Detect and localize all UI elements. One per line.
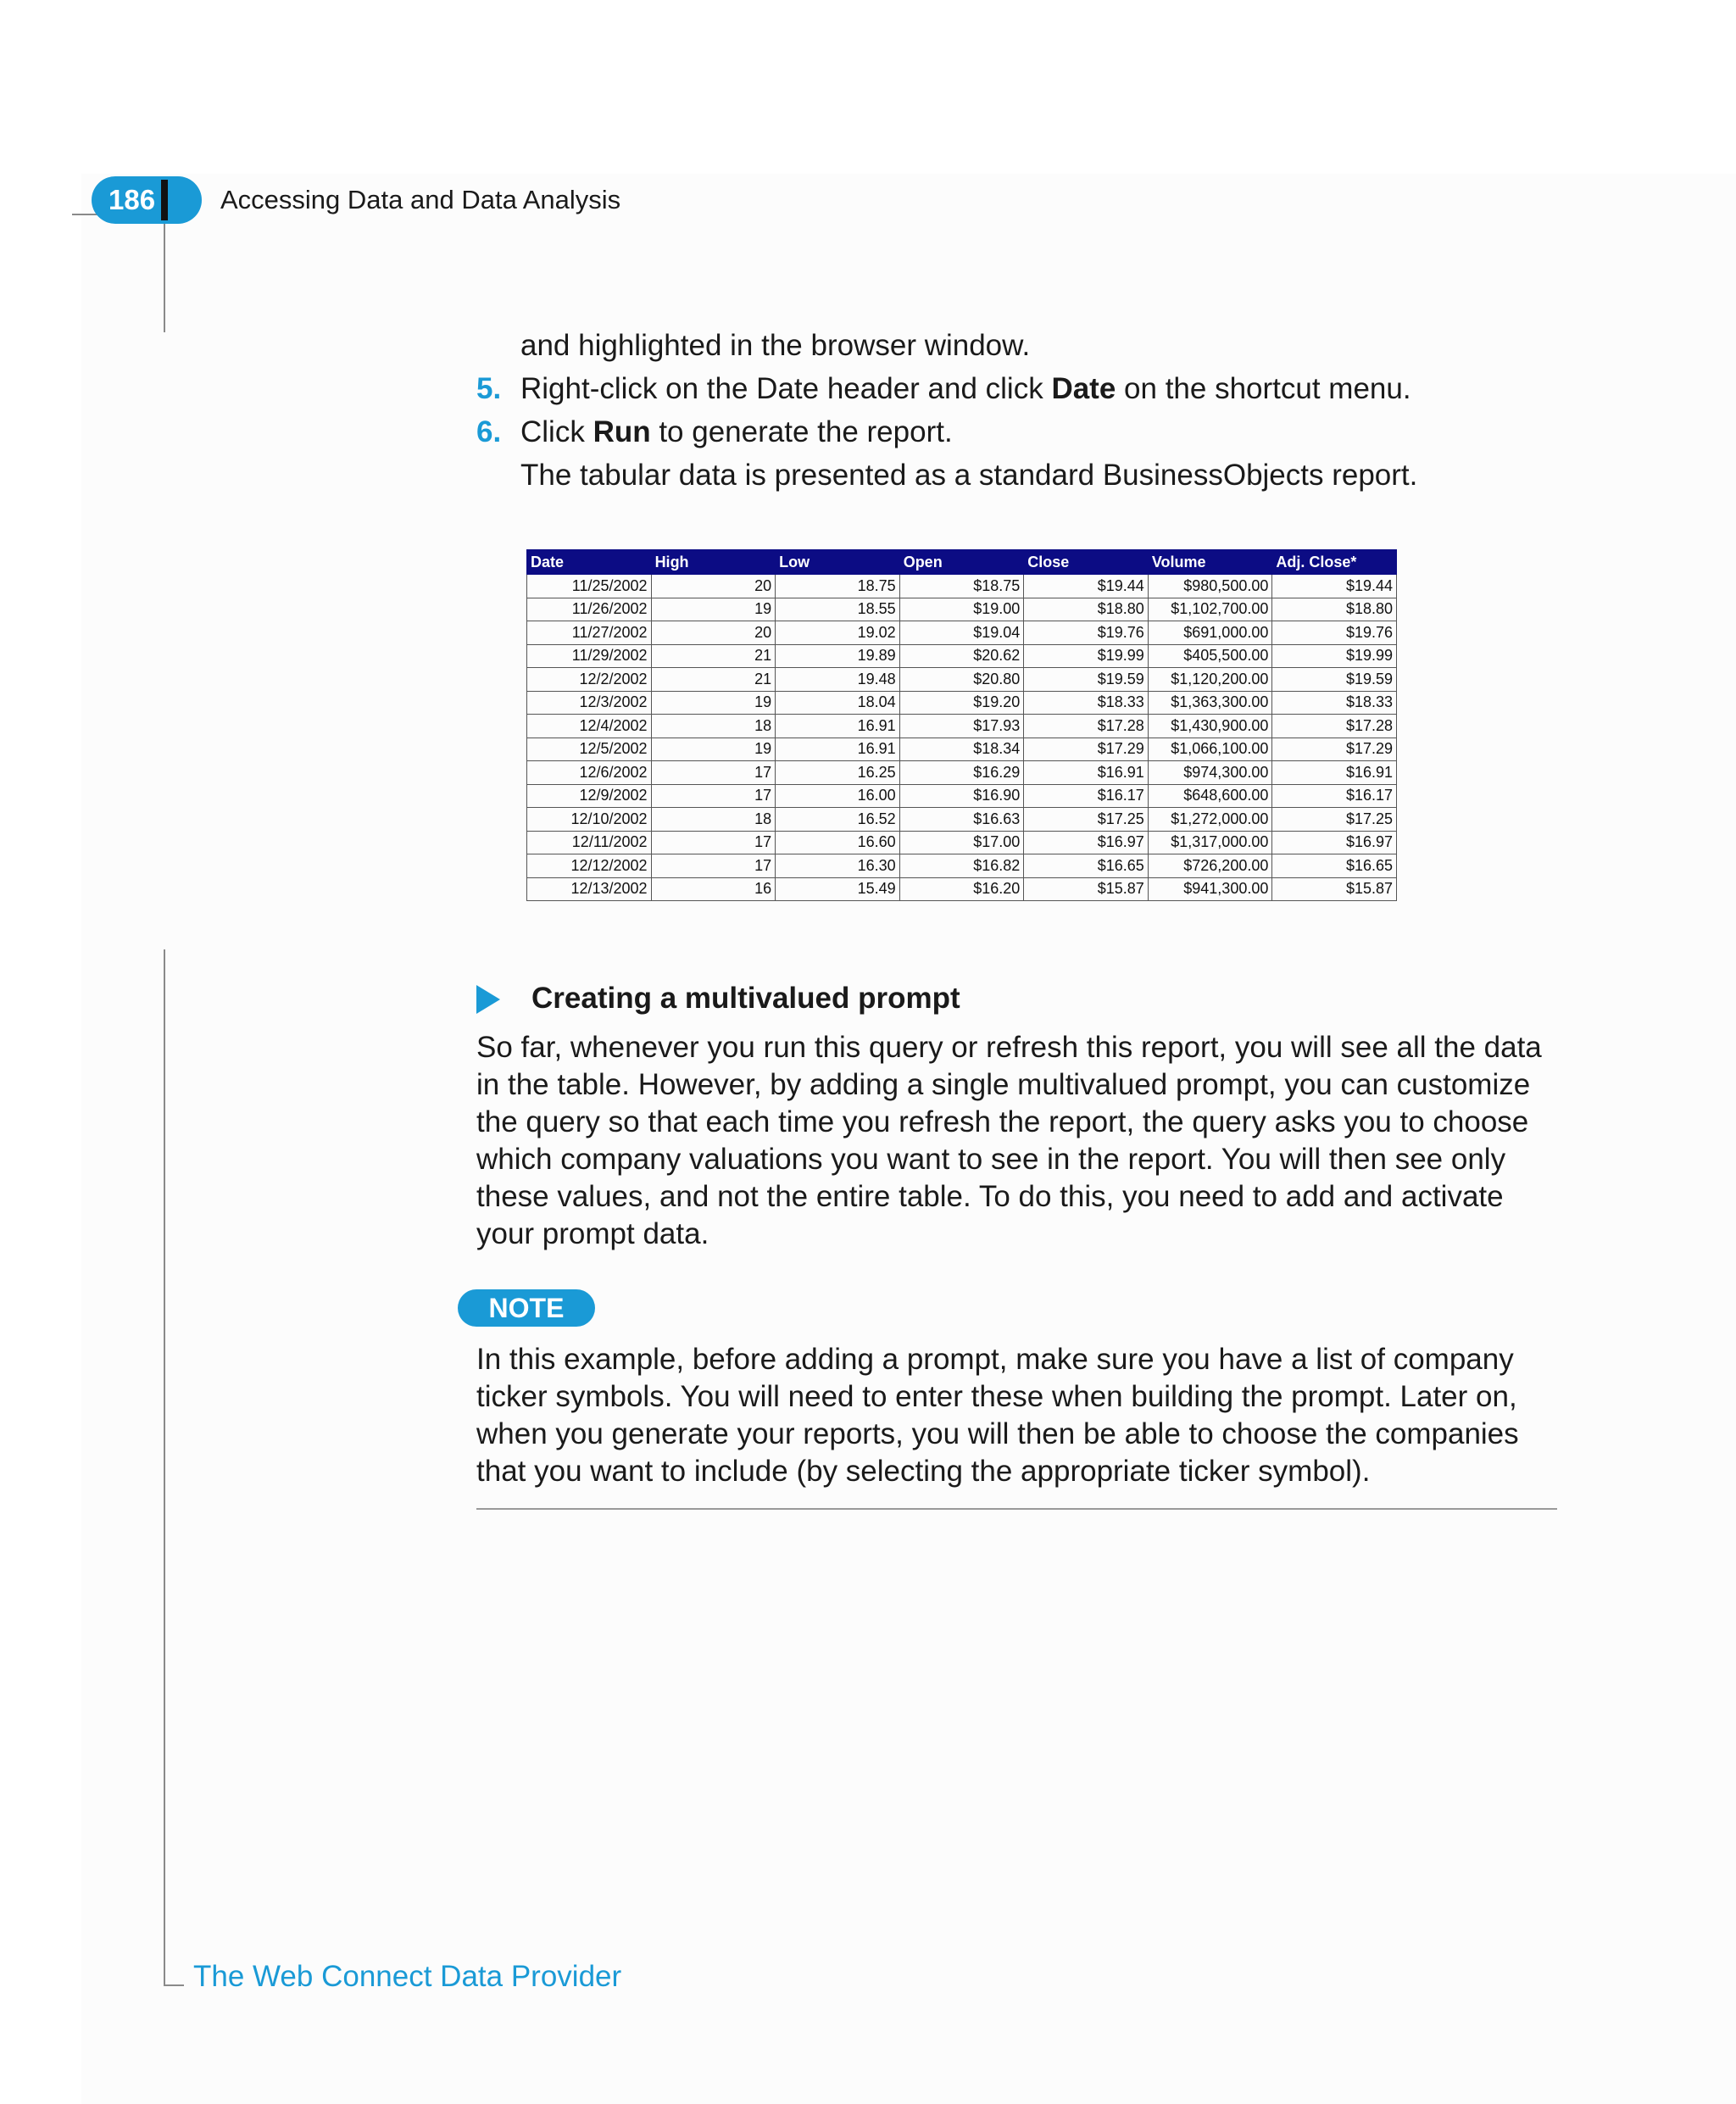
table-cell: $941,300.00 xyxy=(1148,877,1272,901)
table-cell: 19 xyxy=(651,598,776,621)
table-cell: $980,500.00 xyxy=(1148,575,1272,598)
table-cell: 17 xyxy=(651,784,776,808)
table-cell: $18.75 xyxy=(899,575,1024,598)
table-cell: $16.91 xyxy=(1272,761,1397,785)
column-header: Close xyxy=(1024,550,1149,575)
table-cell: $16.17 xyxy=(1272,784,1397,808)
table-cell: 18 xyxy=(651,808,776,832)
report-table xyxy=(526,549,1397,901)
table-cell: $19.99 xyxy=(1024,644,1149,668)
table-cell: 16 xyxy=(651,877,776,901)
table-cell: $19.99 xyxy=(1272,644,1397,668)
table-cell: 16.60 xyxy=(776,831,900,854)
table-cell: 16.91 xyxy=(776,715,900,738)
table-cell: $16.65 xyxy=(1272,854,1397,878)
table-cell: $1,066,100.00 xyxy=(1148,738,1272,761)
table-cell: $16.63 xyxy=(899,808,1024,832)
table-cell: 18.55 xyxy=(776,598,900,621)
table-cell: 21 xyxy=(651,644,776,668)
column-header: Adj. Close* xyxy=(1272,550,1397,575)
section-paragraph xyxy=(476,1029,1561,1253)
table-cell: $974,300.00 xyxy=(1148,761,1272,785)
table-cell: $20.62 xyxy=(899,644,1024,668)
table-cell: $19.44 xyxy=(1024,575,1149,598)
table-cell: 12/11/2002 xyxy=(527,831,652,854)
table-cell: $17.25 xyxy=(1024,808,1149,832)
table-row xyxy=(527,808,1397,832)
table-cell: $18.33 xyxy=(1272,691,1397,715)
column-header: Volume xyxy=(1148,550,1272,575)
note-line: In this example, before adding a prompt, make sure you have a list of company xyxy=(476,1343,1514,1376)
paragraph-line: in the table. However, by adding a single multivalued prompt, you can customize xyxy=(476,1068,1531,1101)
table-cell: 19 xyxy=(651,738,776,761)
table-cell: $19.76 xyxy=(1024,621,1149,645)
table-cell: $405,500.00 xyxy=(1148,644,1272,668)
table-cell: $17.25 xyxy=(1272,808,1397,832)
step-5-bold: Date xyxy=(1051,372,1116,405)
column-header: Date xyxy=(527,550,652,575)
paragraph-line: So far, whenever you run this query or refresh this report, you will see all the data xyxy=(476,1031,1542,1064)
table-cell: $20.80 xyxy=(899,668,1024,692)
table-cell: $16.65 xyxy=(1024,854,1149,878)
table-cell: 12/9/2002 xyxy=(527,784,652,808)
table-cell: 11/26/2002 xyxy=(527,598,652,621)
table-cell: 17 xyxy=(651,854,776,878)
footer-title: The Web Connect Data Provider xyxy=(193,1960,622,1993)
table-cell: $1,363,300.00 xyxy=(1148,691,1272,715)
table-row xyxy=(527,831,1397,854)
table-cell: $17.00 xyxy=(899,831,1024,854)
step-continuation: and highlighted in the browser window. xyxy=(520,329,1031,362)
step-result: The tabular data is presented as a standard BusinessObjects report. xyxy=(520,459,1418,492)
table-cell: $16.97 xyxy=(1272,831,1397,854)
table-cell: $18.34 xyxy=(899,738,1024,761)
table-cell: 20 xyxy=(651,575,776,598)
table-cell: 16.91 xyxy=(776,738,900,761)
section-end-rule xyxy=(476,1508,1557,1510)
table-cell: 19.02 xyxy=(776,621,900,645)
table-row xyxy=(527,575,1397,598)
table-cell: 21 xyxy=(651,668,776,692)
table-cell: $18.80 xyxy=(1272,598,1397,621)
table-row xyxy=(527,854,1397,878)
column-header: Low xyxy=(776,550,900,575)
table-row xyxy=(527,761,1397,785)
table-cell: 17 xyxy=(651,761,776,785)
table-cell: 18.75 xyxy=(776,575,900,598)
table-cell: 18.04 xyxy=(776,691,900,715)
table-row xyxy=(527,668,1397,692)
table-row xyxy=(527,738,1397,761)
table-cell: $1,317,000.00 xyxy=(1148,831,1272,854)
column-header: Open xyxy=(899,550,1024,575)
table-cell: 12/5/2002 xyxy=(527,738,652,761)
table-cell: 16.30 xyxy=(776,854,900,878)
table-cell: 11/25/2002 xyxy=(527,575,652,598)
table-cell: 16.52 xyxy=(776,808,900,832)
table-row xyxy=(527,691,1397,715)
table-cell: 16.25 xyxy=(776,761,900,785)
report-header-row xyxy=(527,550,1397,575)
table-cell: 12/12/2002 xyxy=(527,854,652,878)
table-cell: 12/2/2002 xyxy=(527,668,652,692)
table-cell: $17.29 xyxy=(1024,738,1149,761)
paragraph-line: these values, and not the entire table. To do this, you need to add and activate xyxy=(476,1180,1504,1213)
running-head: Accessing Data and Data Analysis xyxy=(220,185,621,214)
table-cell: 12/13/2002 xyxy=(527,877,652,901)
table-cell: $1,430,900.00 xyxy=(1148,715,1272,738)
table-cell: $19.00 xyxy=(899,598,1024,621)
table-cell: $648,600.00 xyxy=(1148,784,1272,808)
table-cell: 16.00 xyxy=(776,784,900,808)
margin-line-top xyxy=(164,214,165,332)
paragraph-line: the query so that each time you refresh the report, the query asks you to choose xyxy=(476,1105,1529,1138)
table-cell: 12/6/2002 xyxy=(527,761,652,785)
table-cell: 19.89 xyxy=(776,644,900,668)
section-triangle-icon xyxy=(476,985,500,1014)
table-cell: $1,272,000.00 xyxy=(1148,808,1272,832)
table-row xyxy=(527,621,1397,645)
table-cell: $16.17 xyxy=(1024,784,1149,808)
note-label: NOTE xyxy=(488,1293,565,1323)
table-cell: $17.28 xyxy=(1272,715,1397,738)
table-cell: $19.04 xyxy=(899,621,1024,645)
table-cell: $15.87 xyxy=(1024,877,1149,901)
table-cell: 12/10/2002 xyxy=(527,808,652,832)
table-cell: $16.20 xyxy=(899,877,1024,901)
table-cell: 11/29/2002 xyxy=(527,644,652,668)
table-cell: $17.28 xyxy=(1024,715,1149,738)
table-cell: $19.44 xyxy=(1272,575,1397,598)
step-6-text: Click Run to generate the report. xyxy=(520,415,953,448)
table-cell: 19 xyxy=(651,691,776,715)
table-cell: $691,000.00 xyxy=(1148,621,1272,645)
table-row xyxy=(527,644,1397,668)
table-cell: $15.87 xyxy=(1272,877,1397,901)
table-cell: $19.59 xyxy=(1272,668,1397,692)
table-cell: $16.82 xyxy=(899,854,1024,878)
table-row xyxy=(527,877,1397,901)
table-cell: $18.80 xyxy=(1024,598,1149,621)
table-cell: $19.20 xyxy=(899,691,1024,715)
report-body xyxy=(527,575,1397,901)
table-cell: $17.29 xyxy=(1272,738,1397,761)
step-6-number: 6. xyxy=(476,415,502,448)
paragraph-line: which company valuations you want to see in the report. You will then see only xyxy=(476,1143,1506,1176)
table-cell: $1,102,700.00 xyxy=(1148,598,1272,621)
table-cell: 18 xyxy=(651,715,776,738)
table-cell: 11/27/2002 xyxy=(527,621,652,645)
table-cell: $16.29 xyxy=(899,761,1024,785)
table-cell: 15.49 xyxy=(776,877,900,901)
note-paragraph xyxy=(476,1341,1561,1490)
table-cell: $726,200.00 xyxy=(1148,854,1272,878)
note-line: when you generate your reports, you will then be able to choose the companies xyxy=(476,1417,1519,1450)
table-cell: 17 xyxy=(651,831,776,854)
table-cell: $17.93 xyxy=(899,715,1024,738)
table-row xyxy=(527,715,1397,738)
table-cell: 12/4/2002 xyxy=(527,715,652,738)
table-cell: $19.76 xyxy=(1272,621,1397,645)
table-row xyxy=(527,784,1397,808)
table-cell: $19.59 xyxy=(1024,668,1149,692)
column-header: High xyxy=(651,550,776,575)
note-line: that you want to include (by selecting the appropriate ticker symbol). xyxy=(476,1455,1371,1488)
margin-line-bottom xyxy=(164,949,165,1986)
table-cell: 20 xyxy=(651,621,776,645)
page-number-bar xyxy=(161,180,168,220)
footer-rule xyxy=(164,1984,184,1986)
section-heading: Creating a multivalued prompt xyxy=(531,982,960,1015)
step-5-text: Right-click on the Date header and click Date on the shortcut menu. xyxy=(520,372,1411,405)
page-number: 186 xyxy=(108,184,156,215)
table-cell: 19.48 xyxy=(776,668,900,692)
table-cell: $16.97 xyxy=(1024,831,1149,854)
paragraph-line: your prompt data. xyxy=(476,1217,709,1250)
table-cell: $1,120,200.00 xyxy=(1148,668,1272,692)
step-6-bold: Run xyxy=(593,415,651,448)
step-5-number: 5. xyxy=(476,372,502,405)
table-cell: $16.91 xyxy=(1024,761,1149,785)
table-cell: $18.33 xyxy=(1024,691,1149,715)
note-line: ticker symbols. You will need to enter these when building the prompt. Later on, xyxy=(476,1380,1517,1413)
table-row xyxy=(527,598,1397,621)
table-cell: 12/3/2002 xyxy=(527,691,652,715)
table-cell: $16.90 xyxy=(899,784,1024,808)
